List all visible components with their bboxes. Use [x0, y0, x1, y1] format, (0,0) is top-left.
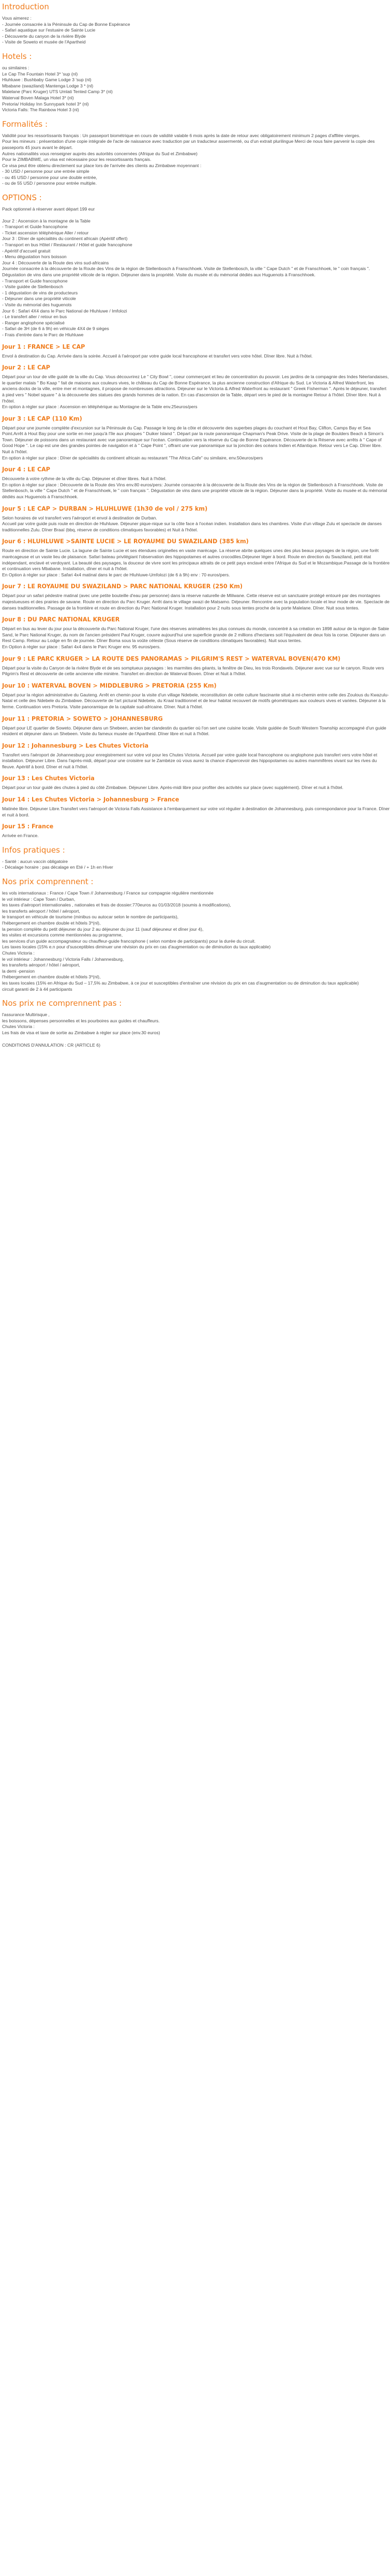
- text-line: les taxes locales (15% en Afrique du Sud – 17,5% au Zimbabwe, à ce jour et susceptibles d'entraîner une révision du prix en cas d'augmentation ou de diminution du taux applicable): [2, 980, 359, 986]
- formalites-lines: [2, 133, 390, 187]
- page: [0, 2, 392, 1048]
- day-description: Transfert vers l'aéroport de Johannesburg pour enregistrement sur votre vol pour les Chutes Victoria. Accueil par votre guide local francophone ou anglophone puis transfert vers votre hôtel et installation. Déjeuner Libre. Dans l'après-midi, départ pour une croisière sur le Zambèze où vous aurez la chance d'apercevoir des hippopotames ou autres mammifères vivant sur les rives du fleuve. Apéritif à bord. Dîner et nuit à l'hôtel.: [2, 752, 378, 769]
- day-description: Selon horaires de vol transfert vers l'aéroport et envol à destination de Durban.: [2, 515, 157, 520]
- text-line: la pension complète du petit déjeuner du jour 2 au déjeuner du jour 11 (sauf déjeuneur et dîner jour 4),: [2, 926, 204, 932]
- day-title: Jour 6 : HLUHLUWE >SAINTE LUCIE > LE ROYAUME DU SWAZILAND (385 km): [2, 538, 249, 545]
- text-line: Victoria Falls: The Rainbow Hotel 3 (nl): [2, 107, 79, 113]
- day-description: En option à régler sur place : Dîner de spécialités du continent africain au restaurant "The Africa Cafe" ou similaire, env.50euros/pers: [2, 455, 263, 460]
- day-block: [2, 415, 390, 461]
- text-line: - ou de 55 USD / personne pour entrée multiple.: [2, 181, 97, 186]
- day-block: [2, 796, 390, 818]
- day-description: Départ pour la visite du Canyon de la rivière Blyde et de ses somptueux paysages : les marmites des géants, la fenêtre de Dieu, les trois Rondavels. Déjeuner avec vue sur le canyon. Route vers Pilgrim's Rest et découverte de cette ancienne ville minière. Transfert en direction de Waterval Boven. Dîner et Nuit à l'hôtel.: [2, 665, 384, 677]
- day-title: Jour 8 : DU PARC NATIONAL KRUGER: [2, 616, 120, 623]
- introduction-section: [2, 2, 390, 46]
- text-line: Pour le ZIMBABWE, un visa est nécessaire pour les ressortissants français.: [2, 157, 152, 162]
- options-lines: [2, 206, 390, 338]
- day-description: Départ en bus au lever du jour pour la découverte du Parc National Kruger, l'une des réserves animalières les plus connues du monde, concentré à sa création en 1898 autour de la région de Sabie Sand, le Parc National Kruger, du nom de l'ancien président Paul Kruger, couvre aujourd'hui une superficie grande de 2 millions d'hectares soit l'équivalent de deux fois la corse. Déjeuner dans un Rest Camp. Retour au Lodge en fin de journée. Dîner Boma sous la voûte céleste (Sous réserve de conditions climatiques favorables). Nuit sous tentes.: [2, 626, 389, 644]
- hotels-lines: [2, 65, 390, 113]
- text-line: Chutes Victoria :: [2, 950, 35, 956]
- formalites-heading: Formalités :: [2, 119, 48, 129]
- text-line: la demi -pension: [2, 968, 35, 974]
- text-line: - Frais d'entrée dans le Parc de Hluhluwe: [2, 332, 84, 337]
- text-line: Les frais de visa et taxe de sortie au Zimbabwe à régler sur place (env.30 euros): [2, 1030, 160, 1035]
- text-line: - Santé : aucun vaccin obligatoire: [2, 858, 68, 864]
- day-title: Jour 7 : LE ROYAUME DU SWAZILAND > PARC NATIONAL KRUGER (250 Km): [2, 583, 243, 590]
- text-line: les transferts aéroport / hôtel / aéroport,: [2, 962, 80, 968]
- itinerary-days: [2, 344, 390, 839]
- text-line: - ou 45 USD / personne pour une double entrée,: [2, 174, 97, 180]
- text-line: Ce visa peut être obtenu directement sur place lors de l'arrivée des clients au Zimbabwe moyennant :: [2, 162, 202, 168]
- day-block: [2, 616, 390, 650]
- text-line: - Visite de Soweto et musée de l'Apartheid: [2, 39, 86, 45]
- day-title: Jour 2 : LE CAP: [2, 364, 51, 371]
- text-line: Pack optionnel à réserver avant départ 199 eur: [2, 206, 95, 212]
- text-line: Pretoria/ Holiday Inn Sunnypark hotel 3* (nl): [2, 101, 89, 107]
- infos-lines: [2, 859, 390, 871]
- day-title: Jour 15 : France: [2, 823, 54, 830]
- day-block: [2, 364, 390, 410]
- text-line: le vol intérieur : Johannesburg / Victoria Falls / Johannesburg,: [2, 956, 124, 962]
- text-line: Journée consacrée à la découverte de la Route des Vins de la région de Stellenbosch à Franschhoek. Visite de Stellenbosch, la ville " Cape Dutch " et de Franschhoek, le " coin français ". Dégustation de vins dans une propriété viticole de la région. Déjeuner dans la propriété. Visite du musée et du mémorial dédiés aux Huguenots à Franschhoek.: [2, 266, 370, 277]
- text-line: Chutes Victoria :: [2, 1024, 35, 1030]
- text-line: Hluhluwe : Bushbaby Game Lodge 3 'sup (nl): [2, 77, 92, 83]
- text-line: - Safari de 3H (de 6 à 9h) en véhicule 4X4 de 9 sièges: [2, 326, 109, 332]
- day-title: Jour 5 : LE CAP > DURBAN > HLUHLUWE (1h30 de vol / 275 km): [2, 505, 208, 512]
- day-title: Jour 11 : PRETORIA > SOWETO > JOHANNESBURG: [2, 715, 163, 722]
- day-description: Départ pour un safari pédestre matinal (avec une petite bouteille d'eau par personne) dans la réserve naturelle de Mlilwane. Cette réserve est un sanctuaire protégé entouré par des montagnes majestueuses et des prairies de savane. Route en direction du Parc Kruger. Arrêt dans le village swazi de Matsamo. Déjeuner. Rencontre avec la population locale et leur mode de vie. Spectacle de danses traditionnelles. Passage de la frontière et route en direction du Parc National Kruger. Installation pour 2 nuits sous tentes proche de la porte Malelane. Dîner. Nuit sous tentes.: [2, 593, 390, 611]
- text-line: Le Cap The Fountain Hotel 3* 'sup (nl): [2, 71, 78, 77]
- day-block: [2, 466, 390, 500]
- day-block: [2, 656, 390, 677]
- text-line: - Visite guidée de Stellenbosch: [2, 284, 63, 290]
- day-title: Jour 12 : Johannesburg > Les Chutes Victoria: [2, 742, 149, 749]
- prix-comprennent-section: [2, 877, 390, 992]
- text-line: - Journée consacrée à la Péninsule du Cap de Bonne Espérance: [2, 21, 130, 27]
- day-title: Jour 14 : Les Chutes Victoria > Johannesburg > France: [2, 796, 179, 803]
- text-line: - Décalage horaire : pas décalage en Eté / + 1h en Hiver: [2, 865, 113, 870]
- text-line: circuit garanti de 2 à 44 participants: [2, 986, 72, 992]
- day-block: [2, 775, 390, 791]
- day-description: En option à régler sur place : Ascension en téléphérique au Montagne de la Table env.25euros/pers: [2, 404, 198, 410]
- text-line: - Ranger anglophone spécialisé: [2, 320, 65, 325]
- text-line: Jour 2 : Ascension à la montagne de la Table: [2, 218, 91, 224]
- day-block: [2, 682, 390, 710]
- text-line: ou similaires :: [2, 65, 29, 70]
- day-description: Départ pour un tour guidé des chutes à pied du côté Zimbabwe. Déjeuner Libre. Après-midi libre pour profiter des activités sur place (avec supplément). Dîner et nuit à l'hôtel.: [2, 785, 343, 791]
- text-line: Jour 6 : Safari 4X4 dans le Parc National de Hluhluwe / Imfolozi: [2, 308, 127, 314]
- day-block: [2, 344, 390, 360]
- text-line: - Déjeuner dans une propriété viticole: [2, 296, 76, 302]
- text-line: - Apéritif d'accueil gratuit: [2, 248, 51, 254]
- text-line: les services d'un guide accompagnateur ou chauffeur-guide francophone ( selon nombre de participants) pour la durée du circuit.: [2, 938, 256, 944]
- day-title: Jour 3 : LE CAP (110 Km): [2, 415, 82, 422]
- spacer: [2, 213, 390, 218]
- introduction-lines: [2, 16, 390, 46]
- day-description: Matinée libre. Déjeuner Libre.Transfert vers l'aéroport de Victoria Falls Assistance à l'embarquement sur votre vol régulier à destination de Johannesburg, puis correspondance pour la France. Dîner et nuit à bord.: [2, 806, 390, 817]
- hotels-section: [2, 52, 390, 113]
- day-block: [2, 823, 390, 839]
- text-line: - Safari aquatique sur l'estuaire de Sainte Lucie: [2, 27, 96, 33]
- day-block: [2, 742, 390, 770]
- text-line: Vous aimerez :: [2, 16, 32, 21]
- hotels-heading: Hotels :: [2, 51, 32, 61]
- text-line: Les taxes locales (15% e.n pour d'susceptibles diminuer une révision du prix en cas d'augmentation ou de diminution du taux applicable): [2, 944, 271, 950]
- day-description: En Option à régler sur place : Safari 4x4 dans le Parc Kruger env. 95 euros/pers.: [2, 644, 161, 649]
- text-line: l'hébergement en chambre double et hôtels 3*(nl),: [2, 920, 101, 926]
- text-line: les vols internationaux : France / Cape Town // Johannesburg / France sur compagnie régulière mentionnée: [2, 890, 214, 896]
- prix-comprennent-heading: Nos prix comprennent :: [2, 877, 94, 887]
- text-line: le transport en véhicule de tourisme (minibus ou autocar selon le nombre de participants),: [2, 914, 179, 920]
- text-line: les taxes d'aéroport internationales , nationales et frais de dossier:770euros au 01/03/2018 (soumis à modifications),: [2, 902, 231, 908]
- text-line: - 1 dégustation de vins de producteurs: [2, 290, 78, 295]
- prix-comprennent-lines: [2, 890, 390, 992]
- conditions-annulation: CONDITIONS D'ANNULATION : CR (ARTICLE 6): [2, 1042, 100, 1048]
- text-line: les transferts aéroport / hôtel / aéroport,: [2, 908, 80, 914]
- day-title: Jour 4 : LE CAP: [2, 466, 51, 473]
- text-line: Autres nationalités vous renseigner auprès des autorités concernées (Afrique du Sud et Zimbabwe): [2, 151, 198, 156]
- options-section: [2, 193, 390, 338]
- day-title: Jour 1 : FRANCE > LE CAP: [2, 343, 85, 350]
- day-title: Jour 13 : Les Chutes Victoria: [2, 775, 95, 782]
- day-description: Départ pour LE quartier de Soweto. Déjeuner dans un Shebeen, ancien bar clandestin du quartier où l'on sert une cuisine locale. Visite guidée de South Western Township accompagné d'un guide résident et déjeuner dans un Shebeen. Visite du fameux musée de l'Apartheid. Dîner libre et nuit à l'hôtel.: [2, 725, 386, 737]
- day-description: Envol à destination du Cap. Arrivée dans la soirée. Accueil à l'aéroport par votre guide local francophone et transfert vers votre hôtel. Dîner libre. Nuit à l'hôtel.: [2, 353, 313, 359]
- text-line: - Menu dégustation hors boisson: [2, 254, 67, 260]
- day-description: Route en direction de Sainte Lucie. La lagune de Sainte Lucie et ses étendues originelles en vaste marécage. La réserve abrite quelques unes des plus beaux paysages de la région, une forêt marécageuse et un vaste lieu de plaisance. Safari bateau privilégiant l'observation des hippopotames et autres crocodiles.Déjeuner léger à bord. Route en direction du Swaziland, petit état indépendant, enclavé et verdoyant. La beauté des paysages, la douceur de vivre sont les principaux attraits de ce petit pays enclavé entre l'Afrique du Sud et le Mozambique.Passage de la frontière et continuation vers Mbabane. Installation, dîner et nuit à l'hôtel.: [2, 548, 390, 572]
- text-line: Jour 3 : Dîner de spécialités du continent africain (Apéritif offert): [2, 236, 128, 242]
- text-line: - 30 USD / personne pour une entrée simple: [2, 169, 89, 174]
- text-line: - Visite du mémorial des huguenots: [2, 302, 72, 307]
- day-description: Départ pour une journée complète d'excursion sur la Péninsule du Cap. Passage le long de la côte et découverte des superbes plages du couchant et Hout Bay, Clifton, Camps Bay et Sea Point.Arrêt à Hout Bay pour une sortie en mer jusqu'à l'île aux phoques " Duiker Island ". Départ par la route panoramique Chapman's Peak Drive. Visite de la plage de Boulders Beach à Simon's Town. Déjeuner de poissons dans un restaurant avec vue panoramique sur l'océan. Continuation vers la réserve du Cap de Bonne Espérance. Découverte de la Réserve avec arrêts à " Cape of Good Hope ". Le cap est une des grandes pointes de navigation et à " Cape Point ", offrant une vue panoramique sur la jonction des océans Indien et Atlantique. Retour vers Le Cap. Dîner libre. Nuit à l'hôtel.: [2, 425, 384, 455]
- prix-ne-comprennent-section: [2, 999, 390, 1036]
- text-line: Validité pour les ressortissants français : Un passeport biométrique en cours de validité valable 6 mois après la date de retour avec obligatoirement minimum 2 pages d'affilée vierges.: [2, 132, 360, 138]
- text-line: l'assurance Multirisque ,: [2, 1012, 50, 1018]
- day-description: En Option à régler sur place : Safari 4x4 matinal dans le parc de Hluhluwe-Umfolozi (de 6 à 9h) env : 70 euros/pers.: [2, 572, 230, 577]
- text-line: - Découverte du canyon de la rivière Blyde: [2, 33, 86, 39]
- text-line: Jour 4 : Découverte de la Route des vins sud-africains: [2, 260, 109, 265]
- day-block: [2, 716, 390, 737]
- infos-heading: Infos pratiques :: [2, 845, 65, 855]
- text-line: - Transport et Guide francophone: [2, 224, 68, 230]
- day-title: Jour 10 : WATERVAL BOVEN > MIDDLEBURG > PRETORIA (255 Km): [2, 682, 217, 689]
- text-line: - Transport et Guide francophone: [2, 278, 68, 284]
- text-line: les boissons, dépenses personnelles et les pourboires aux guides et chauffeurs.: [2, 1018, 160, 1023]
- prix-ne-comprennent-heading: Nos prix ne comprennent pas :: [2, 999, 122, 1008]
- text-line: les visites et excursions comme mentionnées au programme,: [2, 932, 123, 938]
- day-description: Découverte à votre rythme de la ville du Cap. Déjeuner et dîner libres. Nuit à l'hôtel.: [2, 476, 167, 482]
- introduction-heading: Introduction: [2, 2, 49, 11]
- text-line: - Le transfert aller / retour en bus: [2, 314, 67, 320]
- day-description: Accueil par votre guide puis route en direction de Hluhluwe. Déjeuner pique-nique sur la côte face à l'océan indien. Installation dans les chambres. Visite d'un village Zulu et spectacle de danses traditionnelles Zulu. Dîner Braaï (bbq, réserve de conditions climatiques favorables) et Nuit à l'hôtel.: [2, 521, 382, 532]
- options-heading: OPTIONS :: [2, 193, 42, 203]
- prix-ne-comprennent-lines: [2, 1012, 390, 1036]
- day-description: Arrivée en France.: [2, 833, 39, 839]
- text-line: - Ticket ascension téléphérique Aller / retour: [2, 230, 89, 235]
- day-description: Départ pour un tour de ville guidé de la ville du Cap. Vous découvrirez Le " City Bowl ", coeur commerçant et lieu de concentration du pouvoir. Les jardins de la compagnie des Indes Néerlandaises, le quartier malais " Bo Kaap " fait de maisons aux couleurs vives, le château du Cap de Bonne Espérance, la plus ancienne construction d'Afrique du Sud. Le Victoria & Alfred Waterfront, les anciens docks de la ville, entre mer et montagnes, il propose de nombreuses attractions. Déjeuner sur le Victoria & Alfred Waterfront au restaurant " Greek Fisherman ". Après le déjeuner, transfert à pied vers " Nobel square " à la découverte des statues des grands hommes de la nation. En cas d'ascension de la Table, départ vers le pied de la montagne Retour à l'hôtel. Dîner libre. Nuit à l'hôtel.: [2, 374, 389, 404]
- day-block: [2, 583, 390, 611]
- text-line: Waterval Boven Malaga Hotel 3* (nl): [2, 95, 74, 100]
- text-line: - Transport en bus Hôtel / Restaurant / Hôtel et guide francophone: [2, 242, 132, 248]
- formalites-section: [2, 120, 390, 187]
- day-block: [2, 538, 390, 578]
- text-line: Mbabane (swaziland) Mantenga Lodge 3 * (nl): [2, 83, 94, 88]
- text-line: Malelane (Parc Kruger) UTS Umlati Tented Camp 3* (nl): [2, 89, 113, 95]
- infos-section: [2, 845, 390, 871]
- text-line: l'hébergement en chambre double et hôtels 3*(nl),: [2, 974, 101, 980]
- day-block: [2, 505, 390, 533]
- day-title: Jour 9 : LE PARC KRUGER > LA ROUTE DES PANORAMAS > PILGRIM'S REST > WATERVAL BOVEN(470 KM): [2, 655, 341, 662]
- text-line: le vol intérieur : Cape Town / Durban,: [2, 896, 76, 902]
- day-description: En option à régler sur place : Découverte de la Route des Vins env.80 euros/pers: Journée consacrée à la découverte de la Route des Vins de la région de Stellenbosch à Franschhoek. Visite de Stellenbosch, la ville " Cape Dutch " et de Franschhoek, le " coin français ". Dégustation de vins dans une propriété viticole de la région. Déjeuner dans la propriété. Visite du musée et du mémorial dédiés aux Huguenots à Franschhoek.: [2, 482, 387, 500]
- day-description: Départ pour la région administrative du Gauteng. Arrêt en chemin pour la visite d'un village Ndebele, reconstitution de cette culture fascinante situé à mi-chemin entre celle des Zoulous du Kwazulu-Natal et celle des Ndebele du Zimbabwe. Découverte de l'art pictural Ndebele, du Kraal traditionnel et de leur habitat recouvert de motifs géométriques aux couleurs vives et variées. Déjeuner à la ferme. Continuation vers Pretoria. Visite panoramique de la capitale sud-africaine. Dîner. Nuit à l'hôtel.: [2, 692, 389, 709]
- text-line: Pour les mineurs : présentation d'une copie intégrale de l'acte de naissance avec traduction par un traducteur assermenté, ou d'un extrait plurilingue Merci de nous faire parvenir la copie des passeports 45 jours avant le départ.: [2, 139, 375, 150]
